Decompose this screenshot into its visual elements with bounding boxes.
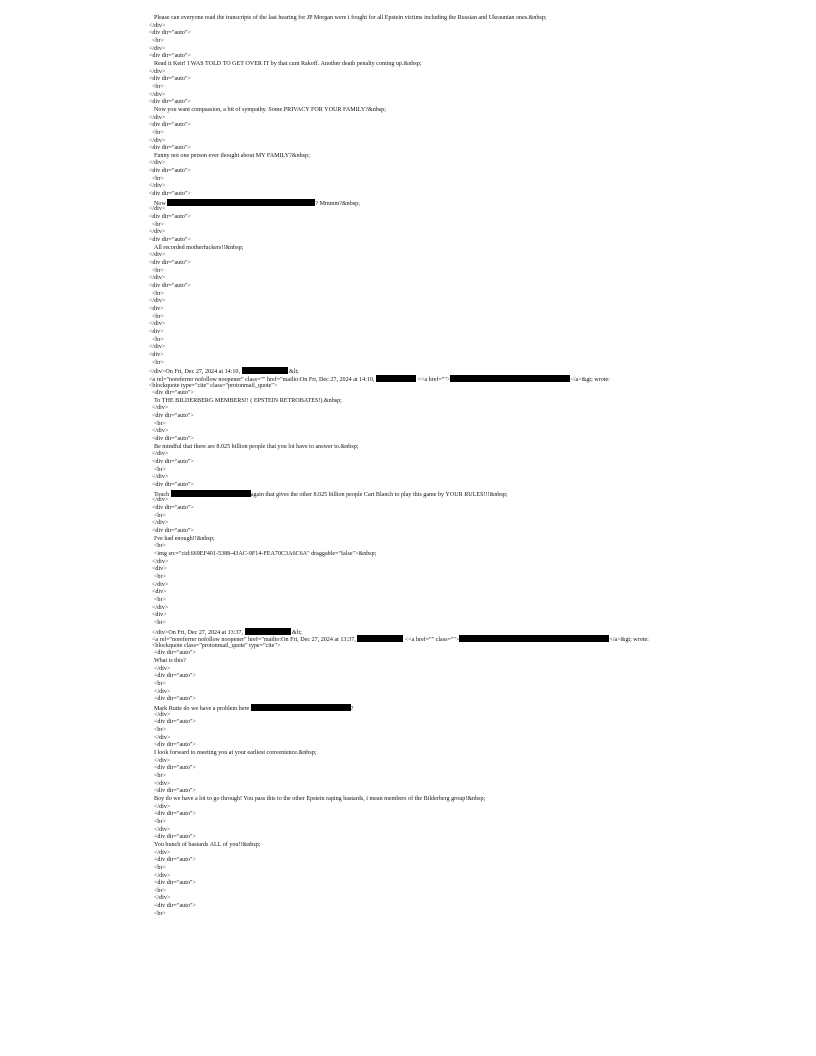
source-line: </div> [149, 114, 166, 121]
source-line: <br> [152, 221, 164, 228]
source-line: <blockquote class="protonmail_quote" type="cite"> [152, 642, 281, 649]
source-line: <br> [152, 37, 164, 44]
line-text: again that gives the other 8.025 billion people Cart Blanch to play this game by YOUR RULES!!!&nbsp; [250, 491, 508, 498]
source-line [149, 367, 809, 375]
line-text: </a>&gt; wrote: [609, 637, 649, 644]
source-line: </div> [154, 757, 171, 764]
source-line: <br> [154, 466, 166, 473]
source-line: </div> [152, 520, 169, 527]
source-line: <div> [152, 566, 167, 573]
source-line: <div dir="auto"> [149, 53, 191, 60]
source-line: <div dir="auto"> [154, 880, 196, 887]
source-line: I've had enough!!&nbsp; [154, 535, 215, 542]
source-line: </div> [149, 160, 166, 167]
source-line: <div dir="auto"> [154, 696, 196, 703]
source-line: </div> [152, 405, 169, 412]
line-text: <a rel="noreferrer nofollow noopener" class="" href="mailto:On Fri, Dec 27, 2024 at 14:10, [149, 376, 377, 383]
source-line: <br> [152, 313, 164, 320]
source-line: <div dir="auto"> [152, 436, 194, 443]
source-line: <br> [152, 267, 164, 274]
source-line: <div dir="auto"> [149, 214, 191, 221]
source-line: <div dir="auto"> [149, 145, 191, 152]
source-line: </div> [154, 688, 171, 695]
line-text: </div>On Fri, Dec 27, 2024 at 14:10, [149, 369, 242, 376]
line-text: ? [350, 706, 354, 713]
redaction-bar [171, 490, 251, 497]
line-text: Now [154, 200, 168, 207]
source-line: <div dir="auto"> [154, 857, 196, 864]
source-line: <br> [154, 681, 166, 688]
source-line: </div> [154, 734, 171, 741]
source-line: </div> [152, 451, 169, 458]
source-line: Read it Keir! I WAS TOLD TO GET OVER IT by that cunt Rakoff. Another death penalty coming up.&nbsp; [154, 60, 422, 67]
source-line: <br> [154, 573, 166, 580]
source-line: </div> [149, 22, 166, 29]
line-text: <<a href="" class=""> [403, 637, 460, 644]
source-line: <br> [152, 129, 164, 136]
source-line: <img src="cid:669EF401-5388-43AC-9F14-FEA70C3A6C6A" draggable="false">&nbsp; [154, 550, 377, 557]
source-line: <br> [154, 818, 166, 825]
source-line: <div dir="auto"> [149, 237, 191, 244]
source-line: <div> [152, 612, 167, 619]
source-line: </div> [149, 275, 166, 282]
source-line: </div> [149, 252, 166, 259]
source-line: </div> [154, 803, 171, 810]
source-line: <div dir="auto"> [154, 719, 196, 726]
source-line: <div dir="auto"> [149, 168, 191, 175]
line-text: <a rel="noreferrer nofollow noopener" href="mailto:On Fri, Dec 27, 2024 at 13:37, [152, 637, 358, 644]
redaction-bar [450, 375, 570, 382]
source-line [149, 635, 809, 643]
source-line: Please can everyone read the transcripts of the last hearing for JP Morgan were i fought for all Epstein victims including the Russian and Ukraunian ones.&nbsp; [154, 15, 547, 21]
source-line: <div> [149, 351, 164, 358]
source-line: Boy do we have a lot to go through! You pass this to the other Epstein raping bastards, i mean members of the Bilderberg group!&nbsp; [154, 795, 486, 802]
source-line: What is this? [154, 658, 186, 665]
redaction-bar [357, 635, 403, 642]
document-source-text [149, 15, 809, 918]
source-line: <div> [149, 305, 164, 312]
source-line: </div> [154, 872, 171, 879]
source-line: <br> [154, 727, 166, 734]
redaction-bar [242, 367, 288, 374]
line-text: </a>&gt; wrote: [570, 376, 610, 383]
source-line [149, 704, 809, 712]
source-line: <div dir="auto"> [154, 742, 196, 749]
source-line: Funny not one person ever thought about MY FAMILY?&nbsp; [154, 152, 310, 159]
source-line: I look forward to meeting you at your earliest convenience.&nbsp; [154, 750, 317, 756]
source-line: <div dir="auto"> [149, 282, 191, 289]
source-line: </div> [152, 474, 169, 481]
source-line: <br> [152, 83, 164, 90]
source-line: All recorded motherfuckers!!&nbsp; [154, 244, 244, 251]
source-line [149, 199, 809, 207]
source-line: </div> [152, 558, 169, 565]
source-line: </div> [149, 206, 166, 213]
source-line: </div> [149, 229, 166, 236]
source-line: </div> [149, 321, 166, 328]
source-line: <div dir="auto"> [149, 191, 191, 198]
source-line: Now you want compassion, a bit of sympathy. Some PRIVACY FOR YOUR FAMILY?&nbsp; [154, 106, 386, 113]
source-line: <div dir="auto"> [154, 788, 196, 795]
source-line: </div> [149, 45, 166, 52]
source-line: <div dir="auto"> [152, 459, 194, 466]
source-line: </div> [149, 68, 166, 75]
line-text: <<a href=""> [416, 376, 451, 383]
source-line: </div> [152, 604, 169, 611]
source-line: <div dir="auto"> [154, 765, 196, 772]
redaction-bar [459, 635, 609, 642]
source-line: To THE BILDERBERG MEMBERS!! ( EPSTEIN RETROBATES!).&nbsp; [154, 397, 342, 404]
source-line: <br> [154, 772, 166, 779]
source-line: <div dir="auto"> [149, 76, 191, 83]
redaction-bar [376, 375, 416, 382]
redaction-bar [167, 199, 315, 206]
source-line: </div> [154, 711, 171, 718]
source-line: </div> [149, 91, 166, 98]
source-line: <div> [152, 589, 167, 596]
line-text: </div>On Fri, Dec 27, 2024 at 13:37, [152, 629, 245, 636]
source-line: <br> [152, 359, 164, 366]
source-line: Be mindful that there are 8.025 billion people that you lot have to answer to.&nbsp; [154, 443, 359, 450]
source-line: <br> [154, 910, 166, 917]
source-line: </div> [152, 497, 169, 504]
source-line: <div dir="auto"> [154, 903, 196, 910]
source-line: <div dir="auto"> [154, 650, 196, 657]
source-line: <div dir="auto"> [154, 834, 196, 841]
line-text: Mark Rutte do we have a problem here [154, 706, 251, 713]
source-line: </div> [154, 665, 171, 672]
source-line: <br> [154, 887, 166, 894]
source-line: <br> [154, 864, 166, 871]
source-line: </div> [149, 298, 166, 305]
line-text: Touch [154, 491, 171, 498]
source-line: <br> [154, 596, 166, 603]
source-line: <div dir="auto"> [154, 673, 196, 680]
source-line: <div dir="auto"> [149, 30, 191, 37]
source-line: <div dir="auto"> [149, 260, 191, 266]
source-line: <br> [154, 512, 166, 519]
source-line: <div dir="auto"> [149, 122, 191, 129]
source-line: </div> [154, 895, 171, 902]
source-line: </div> [149, 183, 166, 190]
source-line: </div> [154, 826, 171, 833]
source-line: <div dir="auto"> [154, 811, 196, 818]
source-line: You bunch of bastards ALL of you!!&nbsp; [154, 841, 261, 848]
line-text: &lt; [287, 369, 299, 376]
source-line: <br> [152, 175, 164, 182]
source-line: <div dir="auto"> [152, 482, 194, 489]
source-line: <div> [149, 328, 164, 335]
source-line: <br> [154, 420, 166, 427]
source-line: </div> [152, 581, 169, 588]
source-line [149, 490, 809, 498]
source-line: <div dir="auto"> [152, 413, 194, 420]
source-line: <br> [152, 290, 164, 297]
source-line: <div dir="auto"> [152, 527, 194, 534]
line-text: &lt; [290, 629, 302, 636]
source-line: </div> [154, 780, 171, 787]
line-text: ? Mmmm?&nbsp; [315, 200, 360, 207]
source-line [149, 628, 809, 636]
source-line: </div> [149, 344, 166, 351]
source-line: </div> [152, 428, 169, 435]
source-line: <br> [152, 336, 164, 343]
redaction-bar [245, 628, 291, 635]
source-line: <br> [154, 543, 166, 550]
source-line: </div> [149, 137, 166, 144]
source-line: <blockquote type="cite" class="protonmail_quote"> [149, 382, 278, 389]
redaction-bar [251, 704, 351, 711]
source-line: <div dir="auto"> [152, 505, 194, 511]
source-line: <div dir="auto"> [149, 99, 191, 106]
source-line: <div dir="auto"> [152, 390, 194, 397]
source-line [149, 375, 809, 383]
source-line: <br> [154, 619, 166, 626]
source-line: </div> [154, 849, 171, 856]
